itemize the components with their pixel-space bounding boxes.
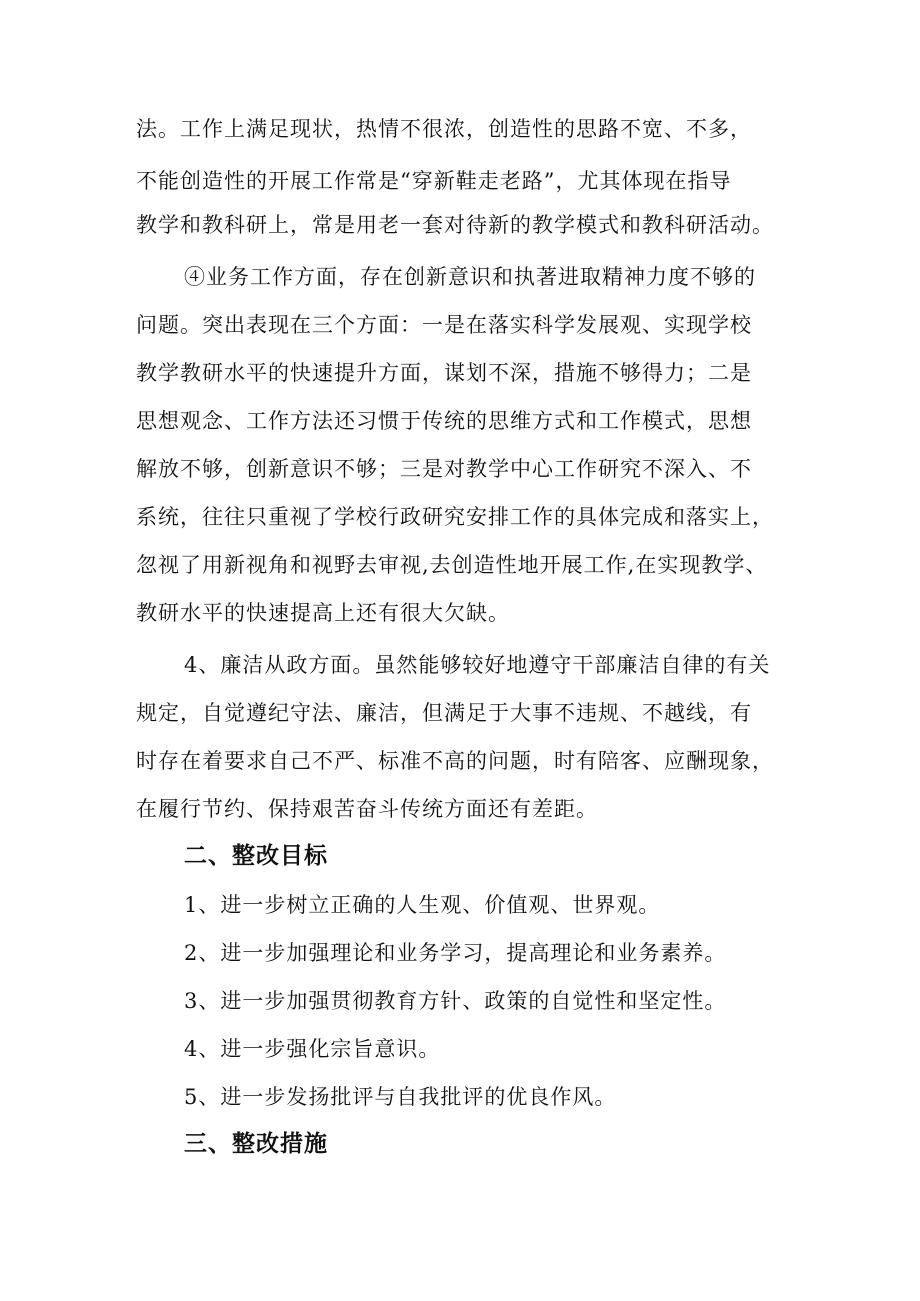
goal-item: 3、进一步加强贯彻教育方针、政策的自觉性和坚定性。: [184, 989, 727, 1013]
goal-item: 2、进一步加强理论和业务学习，提高理论和业务素养。: [184, 941, 727, 965]
text-line: 解放不够，创新意识不够；三是对教学中心工作研究不深入、不: [136, 457, 752, 481]
text-line: 问题。突出表现在三个方面：一是在落实科学发展观、实现学校: [136, 313, 752, 337]
section-heading: 三、整改措施: [184, 1131, 328, 1157]
text-line: 教学教研水平的快速提升方面，谋划不深，措施不够得力；二是: [136, 361, 752, 385]
section-heading: 二、整改目标: [184, 843, 328, 869]
text-line: 教研水平的快速提高上还有很大欠缺。: [136, 601, 510, 625]
text-line: 系统，往往只重视了学校行政研究安排工作的具体完成和落实上，: [136, 505, 774, 529]
goal-item: 1、进一步树立正确的人生观、价值观、世界观。: [184, 893, 661, 917]
text-line: 规定，自觉遵纪守法、廉洁，但满足于大事不违规、不越线，有: [136, 701, 752, 725]
text-line: 时存在着要求自己不严、标准不高的问题，时有陪客、应酬现象，: [136, 749, 774, 773]
goal-item: 4、进一步强化宗旨意识。: [184, 1037, 441, 1061]
text-line: 思想观念、工作方法还习惯于传统的思维方式和工作模式，思想: [136, 409, 752, 433]
goal-item: 5、进一步发扬批评与自我批评的优良作风。: [184, 1085, 617, 1109]
text-line: 教学和教科研上，常是用老一套对待新的教学模式和教科研活动。: [136, 213, 774, 237]
text-line: 法。工作上满足现状，热情不很浓，创造性的思路不宽、不多，: [136, 117, 752, 141]
text-line: 不能创造性的开展工作常是“穿新鞋走老路”，尤其体现在指导: [136, 169, 732, 193]
text-line: 忽视了用新视角和视野去审视,去创造性地开展工作,在实现教学、: [136, 553, 768, 577]
text-line: 4、廉洁从政方面。虽然能够较好地遵守干部廉洁自律的有关: [184, 653, 771, 677]
text-line: 在履行节约、保持艰苦奋斗传统方面还有差距。: [136, 797, 598, 821]
text-line: ④业务工作方面，存在创新意识和执著进取精神力度不够的: [184, 265, 756, 289]
